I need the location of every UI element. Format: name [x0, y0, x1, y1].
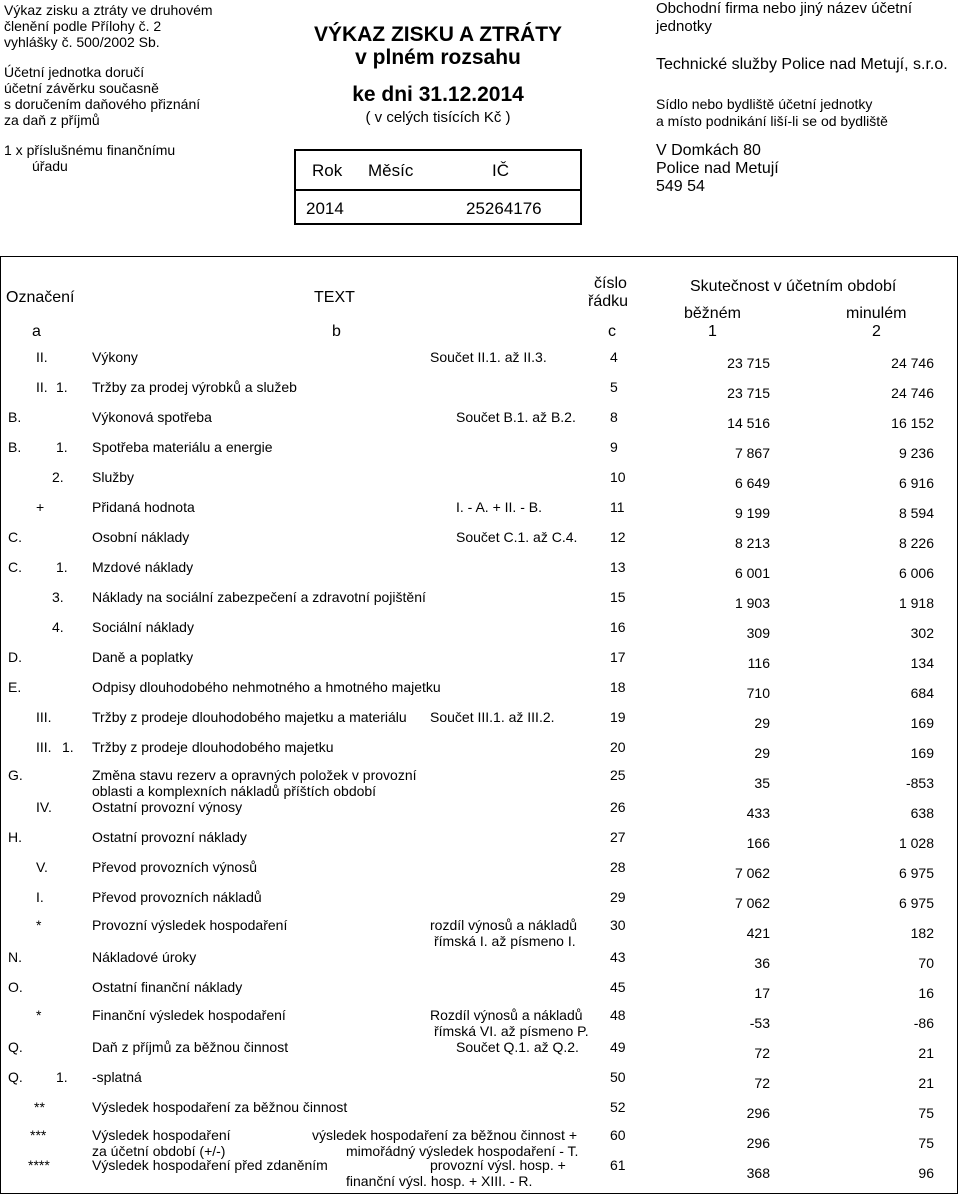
row-text: Sociální náklady [92, 619, 194, 635]
row-line-number: 9 [610, 439, 618, 455]
row-formula-2: mimořádný výsledek hospodaření - T. [346, 1143, 579, 1159]
row-text: Odpisy dlouhodobého nehmotného a hmotného majetku [92, 679, 441, 695]
table-row [0, 1157, 958, 1187]
report-date: ke dni 31.12.2014 [352, 83, 524, 106]
row-previous-value: 24 746 [891, 385, 934, 401]
row-text: Spotřeba materiálu a energie [92, 439, 273, 455]
header-left-line: za daň z příjmů [4, 112, 100, 128]
row-line-number: 48 [610, 1007, 626, 1023]
seat-label-2: a místo podnikání liší-li se od bydliště [656, 113, 888, 129]
row-line-number: 11 [610, 499, 625, 515]
head-col-2: 2 [872, 323, 881, 340]
row-previous-value: -853 [905, 775, 934, 791]
row-mark: **** [28, 1157, 50, 1173]
row-line-number: 15 [610, 589, 626, 605]
header-right-firm [656, 0, 960, 196]
row-line-number: 10 [610, 469, 626, 485]
row-previous-value: 21 [918, 1045, 934, 1061]
row-line-number: 17 [610, 649, 626, 665]
row-mark: E. [8, 679, 22, 695]
row-current-value: 6 001 [734, 565, 770, 581]
table-row [0, 737, 958, 767]
ic-label: IČ [492, 161, 509, 180]
row-submark: 1. [62, 739, 74, 755]
row-text: Daně a poplatky [92, 649, 194, 665]
table-row [0, 887, 958, 917]
row-formula: Součet III.1. až III.2. [430, 709, 555, 725]
head-oznaceni: Označení [6, 289, 75, 306]
row-text: Výsledek hospodaření [92, 1127, 231, 1143]
row-mark: I. [36, 889, 44, 905]
row-current-value: 29 [754, 715, 770, 731]
row-mark: II. [36, 379, 48, 395]
row-formula-2: římská VI. až písmeno P. [434, 1023, 589, 1039]
row-previous-value: 75 [918, 1135, 934, 1151]
row-formula: Součet C.1. až C.4. [456, 529, 578, 545]
header-left-line: 1 x příslušnému finančnímu [4, 142, 176, 158]
row-text: Přidaná hodnota [92, 499, 195, 515]
row-previous-value: 1 918 [898, 595, 934, 611]
row-mark: Q. [8, 1069, 23, 1085]
header-left-line: členění podle Přílohy č. 2 [4, 18, 162, 34]
table-row [0, 1007, 958, 1037]
table-row [0, 947, 958, 977]
row-current-value: 9 199 [734, 505, 770, 521]
row-line-number: 50 [610, 1069, 626, 1085]
row-previous-value: 8 226 [898, 535, 934, 551]
row-mark: V. [36, 859, 48, 875]
row-text-2: za účetní období (+/-) [92, 1143, 226, 1159]
row-text: Provozní výsledek hospodaření [92, 917, 288, 933]
row-line-number: 13 [610, 559, 626, 575]
row-mark: Q. [8, 1039, 23, 1055]
row-formula: Součet B.1. až B.2. [456, 409, 576, 425]
head-bezne: běžném [684, 305, 741, 322]
row-mark: * [36, 917, 42, 933]
row-line-number: 12 [610, 529, 626, 545]
row-line-number: 52 [610, 1099, 626, 1115]
header-left-line: Účetní jednotka doručí [4, 64, 145, 80]
row-mark: III. [36, 709, 52, 725]
row-current-value: 166 [746, 835, 770, 851]
row-previous-value: 302 [910, 625, 934, 641]
row-mark: D. [8, 649, 22, 665]
row-line-number: 19 [610, 709, 626, 725]
table-row [0, 377, 958, 407]
header-left-line: Výkaz zisku a ztráty ve druhovém [4, 2, 213, 18]
row-current-value: 14 516 [727, 415, 770, 431]
row-current-value: 72 [754, 1075, 770, 1091]
row-submark: 1. [56, 439, 68, 455]
row-previous-value: 684 [910, 685, 934, 701]
table-row [0, 347, 958, 377]
row-text: Daň z příjmů za běžnou činnost [92, 1039, 289, 1055]
table-row [0, 677, 958, 707]
row-current-value: 6 649 [734, 475, 770, 491]
row-previous-value: -86 [913, 1015, 934, 1031]
address-line-2: Police nad Metují [656, 160, 779, 177]
row-previous-value: 6 975 [898, 895, 934, 911]
row-mark: C. [8, 559, 22, 575]
row-text: -splatná [92, 1069, 142, 1085]
table-row [0, 1127, 958, 1157]
table-row [0, 1037, 958, 1067]
row-current-value: 433 [746, 805, 770, 821]
address-line-1: V Domkách 80 [656, 142, 761, 159]
row-text: Ostatní provozní náklady [92, 829, 247, 845]
row-current-value: 29 [754, 745, 770, 761]
head-col-b: b [332, 323, 341, 340]
row-text: Ostatní provozní výnosy [92, 799, 243, 815]
row-line-number: 49 [610, 1039, 626, 1055]
row-formula-2: finanční výsl. hosp. + XIII. - R. [346, 1173, 533, 1189]
row-mark: II. [36, 349, 48, 365]
table-row [0, 527, 958, 557]
table-row [0, 647, 958, 677]
table-row [0, 767, 958, 797]
row-current-value: -53 [749, 1015, 770, 1031]
row-text: Výkonová spotřeba [92, 409, 212, 425]
row-text: Tržby z prodeje dlouhodobého majetku [92, 739, 334, 755]
rok-value: 2014 [306, 199, 344, 218]
table-row [0, 557, 958, 587]
row-text: Nákladové úroky [92, 949, 197, 965]
row-line-number: 20 [610, 739, 626, 755]
row-line-number: 5 [610, 379, 618, 395]
row-formula: rozdíl výnosů a nákladů [430, 917, 578, 933]
row-current-value: 7 867 [734, 445, 770, 461]
row-mark: B. [8, 409, 22, 425]
row-text: Mzdové náklady [92, 559, 194, 575]
head-minule: minulém [846, 305, 907, 322]
row-current-value: 116 [747, 655, 770, 671]
row-text: Finanční výsledek hospodaření [92, 1007, 286, 1023]
row-previous-value: 75 [918, 1105, 934, 1121]
row-current-value: 72 [754, 1045, 770, 1061]
row-mark: H. [8, 829, 22, 845]
row-text: Výsledek hospodaření před zdaněním [92, 1157, 328, 1173]
row-current-value: 7 062 [734, 895, 770, 911]
row-current-value: 309 [746, 625, 770, 641]
table-row [0, 977, 958, 1007]
head-col-1: 1 [708, 323, 717, 340]
header-left-notes [4, 2, 213, 174]
row-formula: výsledek hospodaření za běžnou činnost + [312, 1127, 578, 1143]
row-mark: III. [36, 739, 52, 755]
row-mark: G. [8, 767, 23, 783]
table-row [0, 797, 958, 827]
head-text: TEXT [314, 289, 355, 306]
row-mark: O. [8, 979, 23, 995]
row-mark: + [36, 499, 45, 515]
row-current-value: 1 903 [734, 595, 770, 611]
table-row [0, 587, 958, 617]
row-current-value: 23 715 [727, 355, 770, 371]
row-formula: provozní výsl. hosp. + [430, 1157, 566, 1173]
row-line-number: 26 [610, 799, 626, 815]
row-line-number: 4 [610, 349, 618, 365]
row-line-number: 27 [610, 829, 626, 845]
row-current-value: 296 [746, 1105, 770, 1121]
table-row [0, 1097, 958, 1127]
head-col-a: a [32, 323, 41, 340]
seat-label-1: Sídlo nebo bydliště účetní jednotky [656, 96, 873, 112]
firm-name: Technické služby Police nad Metují, s.r.o. [656, 56, 948, 73]
row-submark: 2. [52, 469, 64, 485]
row-text: Tržby z prodeje dlouhodobého majetku a materiálu [92, 709, 407, 725]
table-row [0, 917, 958, 947]
row-mark: B. [8, 439, 22, 455]
row-text: Náklady na sociální zabezpečení a zdravotní pojištění [92, 589, 426, 605]
row-line-number: 28 [610, 859, 626, 875]
row-current-value: 35 [754, 775, 770, 791]
report-units: ( v celých tisících Kč ) [365, 109, 511, 126]
period-box [294, 149, 582, 225]
row-text: Převod provozních výnosů [92, 859, 257, 875]
header-left-line [4, 128, 213, 142]
row-mark: *** [30, 1127, 47, 1143]
table-row [0, 407, 958, 437]
row-previous-value: 134 [910, 655, 934, 671]
rok-label: Rok [312, 161, 343, 180]
row-line-number: 43 [610, 949, 626, 965]
head-skutecnost: Skutečnost v účetním období [690, 278, 897, 295]
row-previous-value: 169 [910, 715, 934, 731]
row-previous-value: 6 916 [898, 475, 934, 491]
row-line-number: 60 [610, 1127, 626, 1143]
table-row [0, 827, 958, 857]
head-col-c: c [608, 323, 616, 340]
row-current-value: 7 062 [734, 865, 770, 881]
row-previous-value: 1 028 [898, 835, 934, 851]
row-formula-2: římská I. až písmeno I. [434, 933, 576, 949]
row-submark: 1. [56, 559, 68, 575]
row-previous-value: 6 006 [898, 565, 934, 581]
address-line-3: 549 54 [656, 178, 705, 195]
row-previous-value: 638 [910, 805, 934, 821]
row-line-number: 8 [610, 409, 618, 425]
row-formula: Součet Q.1. až Q.2. [456, 1039, 579, 1055]
row-formula: Rozdíl výnosů a nákladů [430, 1007, 583, 1023]
row-current-value: 8 213 [734, 535, 770, 551]
header-left-line: vyhlášky č. 500/2002 Sb. [4, 34, 160, 50]
row-previous-value: 21 [918, 1075, 934, 1091]
row-previous-value: 24 746 [891, 355, 934, 371]
row-text: Osobní náklady [92, 529, 190, 545]
row-text: Služby [92, 469, 135, 485]
row-formula: I. - A. + II. - B. [456, 499, 542, 515]
table-row [0, 467, 958, 497]
row-previous-value: 16 152 [891, 415, 934, 431]
row-text: Výkony [92, 349, 138, 365]
row-text: Ostatní finanční náklady [92, 979, 243, 995]
row-current-value: 368 [746, 1165, 770, 1181]
row-current-value: 23 715 [727, 385, 770, 401]
row-current-value: 710 [746, 685, 770, 701]
row-mark: ** [34, 1099, 45, 1115]
row-formula: Součet II.1. až II.3. [430, 349, 547, 365]
header-left-line: účetní závěrku současně [4, 80, 159, 96]
mesic-label: Měsíc [368, 161, 414, 180]
head-cislo-1: číslo [594, 275, 627, 292]
table-row [0, 857, 958, 887]
row-text: Výsledek hospodaření za běžnou činnost [92, 1099, 348, 1115]
row-current-value: 296 [746, 1135, 770, 1151]
row-mark: * [36, 1007, 42, 1023]
header-left-line: s doručením daňového přiznání [4, 96, 201, 112]
row-text: Převod provozních nákladů [92, 889, 262, 905]
row-previous-value: 16 [918, 985, 934, 1001]
row-previous-value: 6 975 [898, 865, 934, 881]
head-cislo-2: řádku [588, 293, 629, 310]
report-title-block [294, 24, 582, 128]
row-previous-value: 169 [910, 745, 934, 761]
row-line-number: 30 [610, 917, 626, 933]
firm-label: Obchodní firma nebo jiný název účetní jednotky [656, 0, 912, 35]
row-current-value: 421 [746, 925, 770, 941]
table-row [0, 437, 958, 467]
row-previous-value: 8 594 [898, 505, 934, 521]
row-text: Změna stavu rezerv a opravných položek v provozní [92, 767, 417, 783]
ic-value: 25264176 [466, 199, 542, 218]
report-subtitle: v plném rozsahu [355, 46, 521, 69]
row-line-number: 61 [610, 1157, 626, 1173]
row-line-number: 29 [610, 889, 626, 905]
row-submark: 1. [56, 379, 68, 395]
row-current-value: 36 [754, 955, 770, 971]
report-title: VÝKAZ ZISKU A ZTRÁTY [313, 23, 563, 46]
row-previous-value: 182 [910, 925, 934, 941]
row-line-number: 16 [610, 619, 626, 635]
table-row [0, 707, 958, 737]
row-line-number: 25 [610, 767, 626, 783]
row-mark: IV. [36, 799, 52, 815]
header-left-line: úřadu [32, 158, 68, 174]
row-previous-value: 70 [918, 955, 934, 971]
row-mark: C. [8, 529, 22, 545]
row-mark: N. [8, 949, 22, 965]
row-previous-value: 9 236 [898, 445, 934, 461]
row-previous-value: 96 [918, 1165, 934, 1181]
row-text-2: oblasti a komplexních nákladů příštích období [92, 783, 377, 799]
row-current-value: 17 [754, 985, 770, 1001]
header-left-line [4, 50, 213, 64]
table-row [0, 1067, 958, 1097]
row-text: Tržby za prodej výrobků a služeb [92, 379, 297, 395]
row-line-number: 18 [610, 679, 626, 695]
row-line-number: 45 [610, 979, 626, 995]
table-row [0, 497, 958, 527]
table-row [0, 617, 958, 647]
row-submark: 4. [52, 619, 64, 635]
row-submark: 3. [52, 589, 64, 605]
row-submark: 1. [56, 1069, 68, 1085]
